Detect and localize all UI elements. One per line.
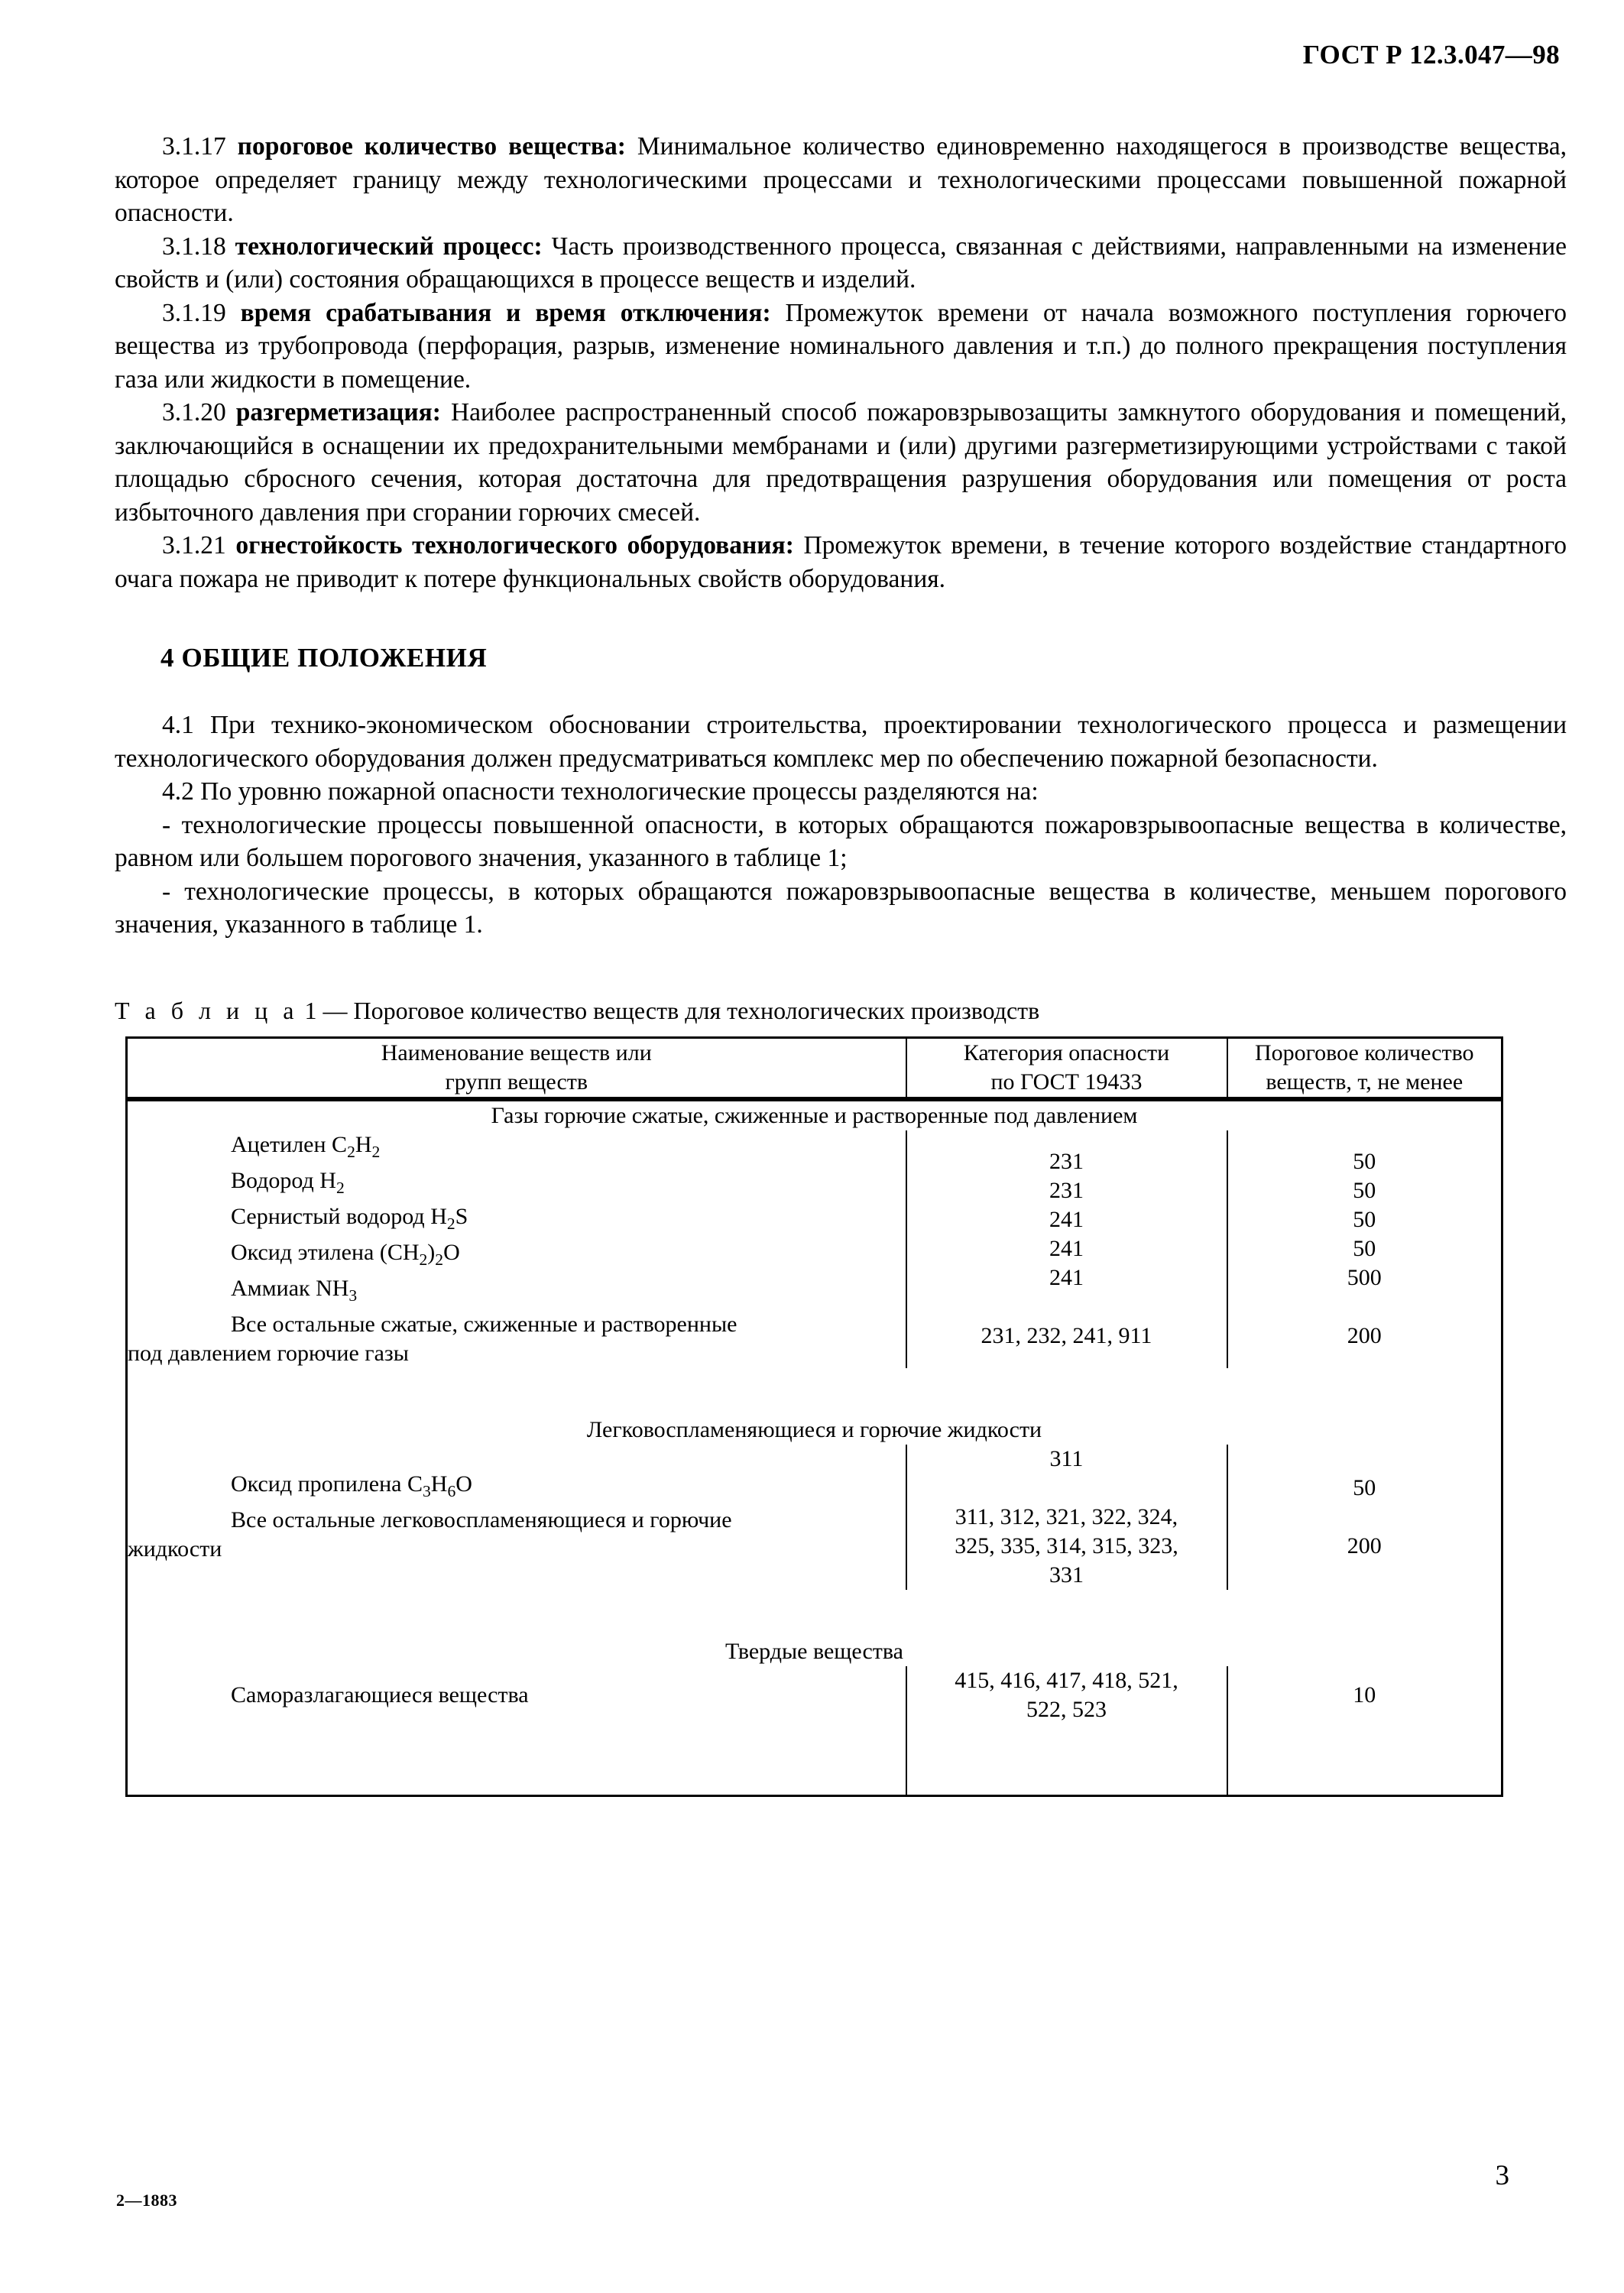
subscript: 2 [419, 1250, 428, 1269]
name-part: О [455, 1471, 472, 1497]
definition-term: разгерметизация: [235, 398, 441, 426]
name-part: Оксид пропилена С [231, 1471, 423, 1497]
threshold-table-wrapper [125, 1036, 1501, 1797]
threshold-value-wide: 200 [1347, 1323, 1382, 1348]
name-part: S [455, 1203, 468, 1229]
threshold-value: 50 [1353, 1474, 1376, 1500]
threshold-spacer [1228, 1292, 1502, 1322]
substance-name-wide-line1: Все остальные легковоспламеняющиеся и горючие [231, 1507, 732, 1532]
threshold-cell-group2 [1227, 1445, 1502, 1590]
threshold-value: 50 [1353, 1149, 1376, 1174]
threshold-spacer [1228, 1503, 1502, 1532]
definition-3-1-18 [115, 230, 1567, 297]
definition-text: Наиболее распространенный способ пожаровзрывозащиты замкнутого оборудования и помещений, заключающийся в оснащении их предохранительными мембранами и (или) другими разгерметизирующими устройствами с такой площадью сбросного сечения, которая достаточна для предотвращения разрушения оборудования или помещения от роста избыточного давления при сгорании горючих смесей. [115, 398, 1567, 527]
spacer-cell [906, 1368, 1227, 1416]
table-caption-dash: — [323, 996, 348, 1024]
category-value: 231 [1049, 1149, 1084, 1174]
standard-number-header: ГОСТ Р 12.3.047—98 [1302, 40, 1560, 70]
substance-name [128, 1470, 906, 1506]
table-caption [115, 995, 1567, 1026]
definition-term: технологический процесс: [235, 232, 543, 261]
category-spacer [907, 1474, 1227, 1503]
category-value: 311 [1049, 1445, 1084, 1471]
threshold-quantities-table [125, 1036, 1503, 1797]
table-row [127, 1445, 1502, 1590]
subscript: 2 [335, 1178, 345, 1197]
tail-cell [127, 1724, 906, 1796]
name-part: Сернистый водород Н [231, 1203, 447, 1229]
substance-name-cell-group3 [127, 1666, 906, 1724]
name-part: О [443, 1239, 460, 1265]
paragraph-4-1 [115, 709, 1567, 775]
definition-term: огнестойкость технологического оборудования: [235, 531, 794, 559]
paragraph-text: По уровню пожарной опасности технологические процессы разделяются на: [193, 777, 1039, 806]
threshold-value: 500 [1347, 1265, 1382, 1290]
subscript: 3 [422, 1482, 431, 1500]
table-caption-text: Пороговое количество веществ для технологических производств [353, 996, 1040, 1024]
subscript: 2 [371, 1142, 381, 1161]
column-header-line2: веществ, т, не менее [1266, 1069, 1464, 1095]
definition-number: 3.1.21 [162, 531, 226, 559]
column-header-line1: Наименование веществ или [381, 1039, 652, 1065]
category-value: 241 [1049, 1265, 1084, 1290]
table-row [127, 1130, 1502, 1368]
name-part: Ацетилен С [231, 1131, 348, 1157]
definition-3-1-21 [115, 529, 1567, 595]
category-value-wide: 231, 232, 241, 911 [981, 1323, 1152, 1348]
bullet-item-1: - технологические процессы повышенной опасности, в которых обращаются пожаровзрывоопасные вещества в количестве, равном или большем порогового значения, указанного в таблице 1; [115, 810, 1567, 872]
category-value-line: 331 [1049, 1562, 1084, 1588]
column-header-line2: групп веществ [445, 1069, 588, 1095]
definition-number: 3.1.17 [162, 132, 226, 161]
document-body [115, 130, 1567, 1797]
column-header-category [906, 1037, 1227, 1098]
definition-text: Промежуток времени от начала возможного поступления горючего вещества из трубопровода (перфорация, разрыв, изменение номинального давления и т.п.) до полного прекращения поступления газа или жидкости в помещение. [115, 298, 1567, 394]
substance-name [128, 1238, 906, 1274]
category-value: 241 [1049, 1236, 1084, 1261]
group-title-text: Газы горючие сжатые, сжиженные и растворенные под давлением [491, 1102, 1138, 1128]
substance-name-wide-line2: под давлением горючие газы [128, 1340, 409, 1366]
name-part: Водород Н [231, 1167, 336, 1193]
threshold-value-wide: 200 [1347, 1532, 1382, 1558]
definition-number: 3.1.18 [162, 232, 226, 261]
category-cell-group2 [906, 1445, 1227, 1590]
definition-text: Минимальное количество единовременно находящегося в производстве вещества, которое определяет границу между технологическими процессами и технологическими процессами повышенной пожарной опасности. [115, 132, 1567, 227]
substance-name-cell-group2 [127, 1445, 906, 1590]
threshold-cell-group3 [1227, 1666, 1502, 1724]
threshold-value: 50 [1353, 1236, 1376, 1261]
footer-signature-mark: 2—1883 [116, 2191, 177, 2210]
column-header-line1: Пороговое количество [1254, 1039, 1474, 1065]
spacer-cell [1227, 1590, 1502, 1637]
subscript: 2 [347, 1142, 355, 1161]
spacer-cell [127, 1590, 906, 1637]
table-tail-row [127, 1724, 1502, 1796]
paragraph-number: 4.1 [162, 711, 194, 739]
category-value-line: 415, 416, 417, 418, 521, [955, 1667, 1178, 1693]
threshold-value-wide: 10 [1353, 1682, 1376, 1708]
category-spacer [907, 1292, 1227, 1322]
substance-name-wide-line2: жидкости [128, 1536, 222, 1562]
tail-cell [906, 1724, 1227, 1796]
definition-text: Часть производственного процесса, связанная с действиями, направленными на изменение свойств и (или) состояния обращающихся в процессе веществ и изделий. [115, 232, 1567, 294]
subscript: 3 [348, 1286, 358, 1305]
substance-name [128, 1166, 906, 1202]
column-header-substance [127, 1037, 906, 1098]
tail-cell [1227, 1724, 1502, 1796]
substance-name-cell-group1 [127, 1130, 906, 1368]
paragraph-text: При технико-экономическом обосновании строительства, проектировании технологического процесса и размещении технологического оборудования должен предусматриваться комплекс мер по обеспечению пожарной безопасности. [115, 711, 1567, 773]
name-part: Н [355, 1131, 372, 1157]
name-part: Оксид этилена (СН [231, 1239, 420, 1265]
column-header-line2: по ГОСТ 19433 [990, 1069, 1143, 1095]
name-part: Н [430, 1471, 448, 1497]
threshold-value: 50 [1353, 1207, 1376, 1232]
definition-term: пороговое количество вещества: [237, 132, 626, 161]
substance-name-wide-line1: Саморазлагающиеся вещества [231, 1682, 529, 1708]
section-heading-4: 4 ОБЩИЕ ПОЛОЖЕНИЯ [160, 643, 488, 673]
group-title-cell [127, 1100, 1502, 1130]
category-value: 241 [1049, 1207, 1084, 1232]
subscript: 2 [435, 1250, 444, 1269]
threshold-value: 50 [1353, 1178, 1376, 1203]
group-title-row-liquids [127, 1416, 1502, 1445]
table-caption-label: Т а б л и ц а [115, 996, 299, 1024]
category-value-line: 325, 335, 314, 315, 323, [955, 1532, 1178, 1558]
category-value-line: 522, 523 [1026, 1696, 1107, 1722]
group-title-cell [127, 1416, 1502, 1445]
spacer-cell [1227, 1368, 1502, 1416]
subscript: 6 [447, 1482, 456, 1500]
definition-term: время срабатывания и время отключения: [240, 298, 771, 327]
table-row [127, 1666, 1502, 1724]
definition-3-1-19 [115, 297, 1567, 397]
substance-name [128, 1274, 906, 1310]
threshold-cell-group1 [1227, 1130, 1502, 1368]
category-cell-group1 [906, 1130, 1227, 1368]
substance-name-wide-line1: Все остальные сжатые, сжиженные и растворенные [231, 1311, 737, 1337]
group-title-text: Твердые вещества [725, 1638, 903, 1664]
category-value: 231 [1049, 1178, 1084, 1203]
group-title-text: Легковоспламеняющиеся и горючие жидкости [586, 1416, 1042, 1442]
group-spacer-row [127, 1368, 1502, 1416]
category-value-line: 311, 312, 321, 322, 324, [955, 1503, 1178, 1529]
category-cell-group3 [906, 1666, 1227, 1724]
table-caption-number: 1 [304, 996, 317, 1024]
table-header-row [127, 1037, 1502, 1098]
spacer-cell [127, 1368, 906, 1416]
subscript: 2 [446, 1214, 455, 1233]
definition-3-1-17 [115, 130, 1567, 230]
spacer-cell [906, 1590, 1227, 1637]
substance-name [128, 1130, 906, 1166]
definition-3-1-20 [115, 396, 1567, 529]
group-title-row-solids [127, 1637, 1502, 1666]
column-header-line1: Категория опасности [963, 1039, 1170, 1065]
group-spacer-row [127, 1590, 1502, 1637]
column-header-threshold [1227, 1037, 1502, 1098]
substance-name [128, 1202, 906, 1238]
name-part: Аммиак NН [231, 1275, 349, 1301]
paragraph-4-2 [115, 775, 1567, 809]
bullet-item-2: - технологические процессы, в которых обращаются пожаровзрывоопасные вещества в количестве, меньшем порогового значения, указанного в таблице 1. [115, 877, 1567, 939]
definition-number: 3.1.19 [162, 298, 226, 327]
definition-text: Промежуток времени, в течение которого воздействие стандартного очага пожара не приводит к потере функциональных свойств оборудования. [115, 531, 1567, 593]
footer-page-number: 3 [1495, 2160, 1509, 2191]
group-title-row-gases [127, 1100, 1502, 1130]
paragraph-number: 4.2 [162, 777, 194, 806]
name-part: ) [427, 1239, 436, 1265]
definition-number: 3.1.20 [162, 398, 226, 426]
group-title-cell [127, 1637, 1502, 1666]
heading-spacer [115, 673, 1567, 709]
